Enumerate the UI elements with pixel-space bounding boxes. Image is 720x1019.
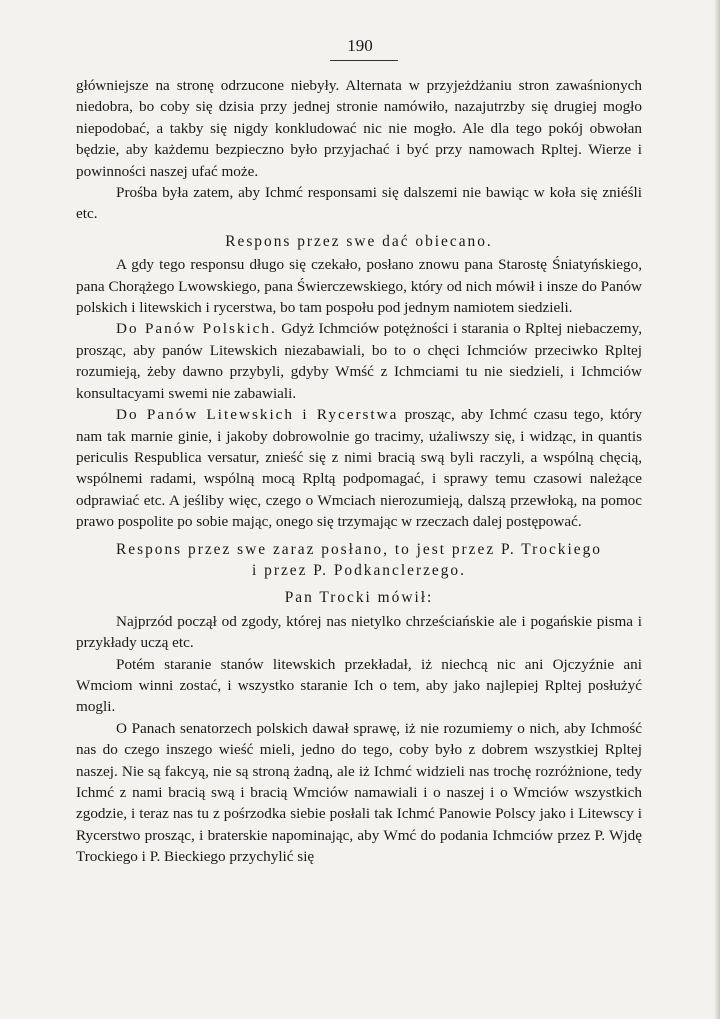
section-heading-line: i przez P. Podkanclerzego.: [252, 561, 466, 579]
section-heading: Respons przez swe dać obiecano.: [225, 232, 493, 250]
body-text: [76, 75, 642, 868]
paragraph-lead: Do Panów Litewskich i Rycerstwa: [116, 406, 399, 424]
page-number-rule: [330, 60, 398, 61]
paragraph: O Panach senatorzech polskich dawał sprawę, iż nie rozumiemy o nich, aby Ichmość nas do czego inszego wieść mieli, jedno do tego, coby było z dobrem wszystkiej Rpltej naszej. Nie są fakcyą, nie są stroną żadną, ale iż Ichmć widzieli nas trochę rozróżnione, tedy Ichmć z nami bracią swą i bracią Wmciów namawiali i o naszej i o Wmciów wszystkich zgodzie, i teraz nas tu z pośrzodka siebie posłali tak Ichmć Panowie Polscy jako i Litewscy i Rycerstwo prosząc, i braterskie napominając, aby Wmć do podania Ichmciów przez P. Wjdę Trockiego i P. Bieckiego przychylić się: [76, 719, 642, 866]
paragraph-text: prosząc, aby Ichmć czasu tego, który nam tak marnie ginie, i jakoby dobrowolnie go tracimy, użaliwszy się, i widząc, in quantis periculis Respublica versatur, znieść się z nimi bracią swą byli raczyli, a wspólną chęcią, wspólnemi radami, wspólną mocą Rpltą podpomagać, i sprawy temu czasowi należące odprawiać etc. A jeśliby więc, czego o Wmciach nierozumieją, dalszą przewłoką, na pomoc prawo pospolite po sobie mając, onego się trzymając w rzeczach dalej postępować.: [76, 406, 643, 531]
section-heading: [76, 539, 642, 582]
paragraph: główniejsze na stronę odrzucone niebyły. Alternata w przyjeżdżaniu stron zawaśnionych niedobra, bo coby się dzisia przy jednej stronie namówiło, nazajutrzby się drugiej mogło niepodobać, a takby się nigdy konkludować nic nie mogło. Ale dla tego pokój obwołan będzie, aby każdemu bezpieczno było przyjachać i być przy namowach Rpltej. Wierze i powinności naszej ufać może.: [76, 77, 642, 180]
section-heading-line: Respons przez swe zaraz posłano, to jest przez P. Trockiego: [116, 540, 602, 558]
page-edge-shadow: [714, 0, 720, 1019]
paragraph: Potém staranie stanów litewskich przekładał, iż niechcą nic ani Ojczyźnie ani Wmciom winni zostać, i wszystko staranie Ich o tem, aby jako najlepiej Rpltej posłużyć mogli.: [76, 655, 642, 716]
section-heading: Pan Trocki mówił:: [284, 589, 434, 607]
page-number: 190: [347, 36, 373, 55]
paragraph-lead: Do Panów Polskich.: [116, 320, 277, 338]
paragraph: [76, 318, 642, 404]
paragraph-text: Gdyż Ichmciów potężności i starania o Rpltej niebaczemy, prosząc, aby panów Litewskich niezabawiali, bo to o chęci Ichmciów przeciwko Rpltej rozumieją, żeby dawno przybyli, gdyby Wmść z Ichmciami tu nie siedzieli, i Ichmciów konsultacyami swemi nie zabawiali.: [76, 320, 642, 402]
paragraph: [76, 404, 642, 532]
paragraph: Prośba była zatem, aby Ichmć responsami się dalszemi nie bawiąc w koła się zniéśli etc.: [76, 184, 642, 223]
paragraph: Najprzód począł od zgody, której nas nietylko chrześciańskie ale i pogańskie pisma i przykłady uczą etc.: [76, 612, 642, 652]
paragraph: A gdy tego responsu długo się czekało, posłano znowu pana Starostę Śniatyńskiego, pana Chorążego Lwowskiego, pana Świerczewskiego, który od nich mówił i insze do Panów polskich i litewskich i rycerstwa, bo tam pospołu pod jednym namiotem siedzieli.: [76, 256, 642, 317]
